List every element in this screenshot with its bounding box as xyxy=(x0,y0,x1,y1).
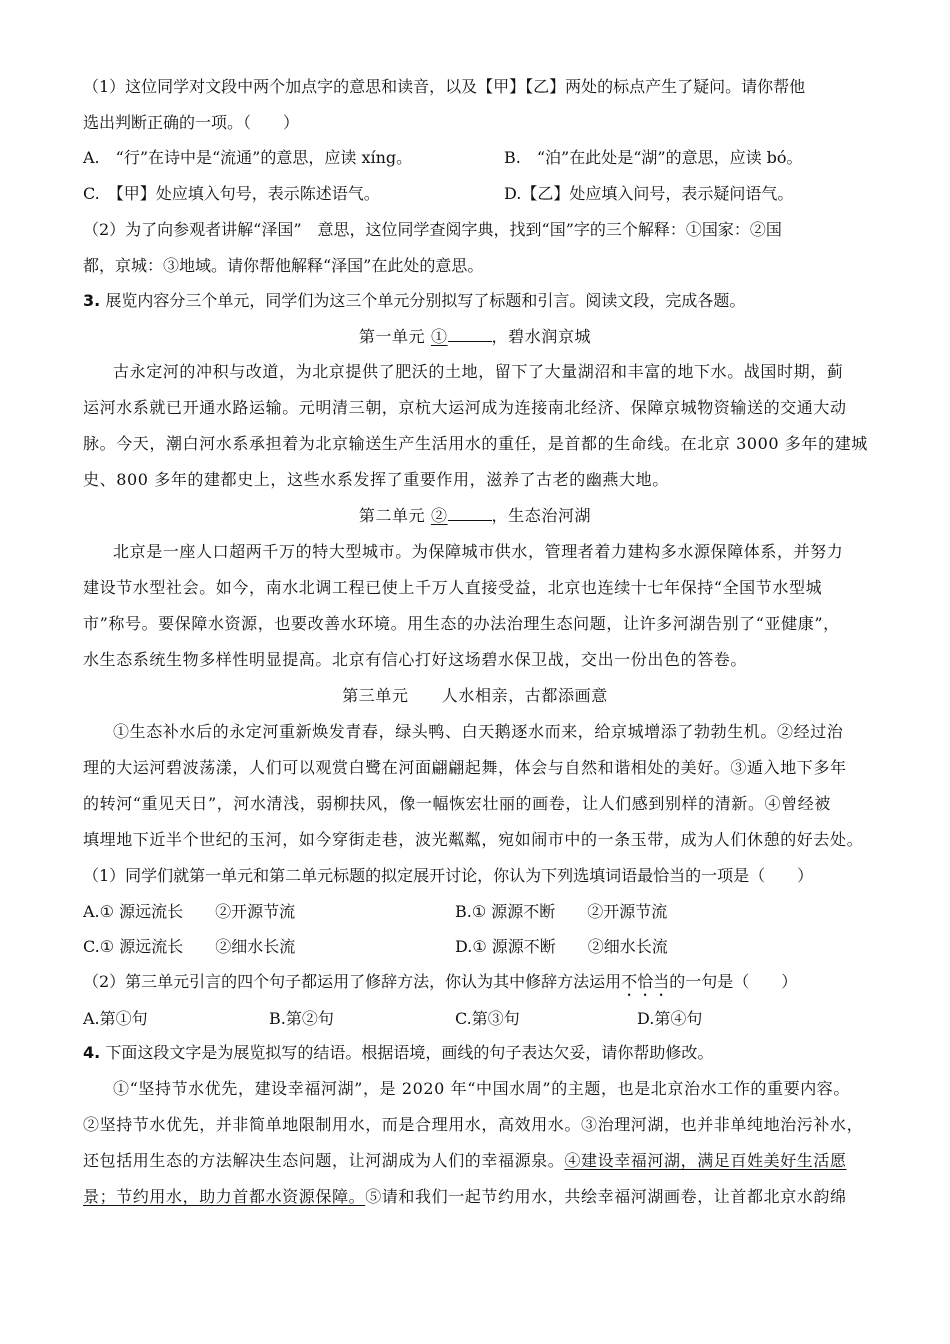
unit2-para-line: 北京是一座人口超两千万的特大型城市。为保障城市供水，管理者着力建构多水源保障体系，并努力 xyxy=(113,542,844,561)
q3-sub1-option-a: A.① 源远流长 ②开源节流 xyxy=(83,902,296,921)
unit1-blank-number: ① xyxy=(430,327,448,346)
unit1-blank xyxy=(448,327,492,342)
q4-para-line xyxy=(83,1151,847,1171)
unit2-title xyxy=(0,506,950,526)
q4-underlined-sentence: ④建设幸福河湖，满足百姓美好生活愿 xyxy=(564,1151,847,1170)
unit2-blank xyxy=(448,506,492,521)
unit2-title-suffix: ，生态治河湖 xyxy=(491,506,592,525)
q4-intro xyxy=(83,1043,713,1063)
q2-option-a: A. “行”在诗中是“流通”的意思，应读 xíng。 xyxy=(83,148,413,167)
q3-sub1-option-c: C.① 源远流长 ②细水长流 xyxy=(83,937,296,956)
q2-sub2-line2: 都，京城：③地域。请你帮他解释“泽国”在此处的意思。 xyxy=(83,256,484,275)
unit2-blank-number: ② xyxy=(430,506,448,525)
unit2-title-prefix: 第二单元 xyxy=(358,506,431,525)
q3-sub1-option-d: D.① 源源不断 ②细水长流 xyxy=(455,937,668,956)
q3-sub2-option-a: A.第①句 xyxy=(83,1009,148,1028)
q3-intro-text: 展览内容分三个单元，同学们为这三个单元分别拟写了标题和引言。阅读文段，完成各题。 xyxy=(105,291,746,310)
q4-para-line xyxy=(83,1187,847,1207)
unit1-title-prefix: 第一单元 xyxy=(358,327,431,346)
unit1-title-suffix: ，碧水润京城 xyxy=(491,327,592,346)
unit1-para-line: 运河水系就已开通水路运输。元明清三朝，京杭大运河成为连接南北经济、保障京城物资输送的交通大动 xyxy=(83,398,847,417)
q2-sub2-line1: （2）为了向参观者讲解“泽国” 意思，这位同学查阅字典，找到“国”字的三个解释：①国家：②国 xyxy=(83,220,782,239)
unit2-para-line: 建设节水型社会。如今，南水北调工程已使上千万人直接受益，北京也连续十七年保持“全国节水型城 xyxy=(83,578,823,597)
q3-sub2-option-b: B.第②句 xyxy=(269,1009,334,1028)
q3-sub2-stem-prefix: （2）第三单元引言的四个句子都运用了修辞方法，你认为其中修辞方法运用 xyxy=(83,972,622,991)
q2-option-d: D.【乙】处应填入问号，表示疑问语气。 xyxy=(504,184,794,203)
q3-sub2-option-c: C.第③句 xyxy=(455,1009,520,1028)
unit3-para-line: 填埋地下近半个世纪的玉河，如今穿街走巷，波光粼粼，宛如闹市中的一条玉带，成为人们休憩的好去处。 xyxy=(83,830,864,849)
q4-number: 4. xyxy=(83,1043,101,1062)
q3-sub2-stem-suffix: 的一句是（ ） xyxy=(669,972,798,991)
q3-sub2-stem xyxy=(83,972,797,1000)
q4-line4-plain: ⑤请和我们一起节约用水，共绘幸福河湖画卷，让首都北京水韵绵 xyxy=(365,1187,847,1206)
q4-underlined-sentence-cont: 景；节约用水，助力首都水资源保障。 xyxy=(83,1187,366,1206)
unit3-para-line: ①生态补水后的永定河重新焕发青春，绿头鸭、白天鹅逐水而来，给京城增添了勃勃生机。②经过治 xyxy=(113,722,844,741)
unit3-para-line: 的转河“重见天日”，河水清浅，弱柳扶风，像一幅恢宏壮丽的画卷，让人们感到别样的清新。④曾经被 xyxy=(83,794,831,813)
q2-sub1-stem-line1: （1）这位同学对文段中两个加点字的意思和读音，以及【甲】【乙】两处的标点产生了疑问。请你帮他 xyxy=(83,77,806,96)
unit3-title: 第三单元 人水相亲，古都添画意 xyxy=(342,686,608,705)
unit1-title xyxy=(0,327,950,347)
q3-sub1-stem: （1）同学们就第一单元和第二单元标题的拟定展开讨论，你认为下列选填词语最恰当的一项是（ ） xyxy=(83,866,814,885)
unit1-para-line: 史、800 多年的建都史上，这些水系发挥了重要作用，滋养了古老的幽燕大地。 xyxy=(83,470,669,489)
unit2-para-line: 市”称号。要保障水资源，也要改善水环境。用生态的办法治理生态问题，让许多河湖告别了“亚健康”， xyxy=(83,614,840,633)
unit1-para-line: 脉。今天，潮白河水系承担着为北京输送生产生活用水的重任，是首都的生命线。在北京 3000 多年的建城 xyxy=(83,434,868,453)
q3-sub2-option-d: D.第④句 xyxy=(637,1009,703,1028)
q2-option-c: C. 【甲】处应填入句号，表示陈述语气。 xyxy=(83,184,380,203)
unit3-para-line: 理的大运河碧波荡漾，人们可以观赏白鹭在河面翩翩起舞，体会与自然和谐相处的美好。③遁入地下多年 xyxy=(83,758,847,777)
q4-para-line: ①“坚持节水优先，建设幸福河湖”，是 2020 年“中国水周”的主题，也是北京治水工作的重要内容。 xyxy=(113,1079,851,1098)
unit2-para-line: 水生态系统生物多样性明显提高。北京有信心打好这场碧水保卫战，交出一份出色的答卷。 xyxy=(83,650,748,669)
q3-sub2-emphasis: 不恰当 xyxy=(621,972,670,991)
q4-line3-plain: 还包括用生态的方法解决生态问题，让河湖成为人们的幸福源泉。 xyxy=(83,1151,565,1170)
unit1-para-line: 古永定河的冲积与改道，为北京提供了肥沃的土地，留下了大量湖沼和丰富的地下水。战国时期，蓟 xyxy=(113,362,844,381)
q3-intro xyxy=(83,291,745,311)
q4-para-line: ②坚持节水优先，并非简单地限制用水，而是合理用水，高效用水。③治理河湖，也并非单纯地治污补水， xyxy=(83,1115,864,1134)
q2-sub1-stem-line2: 选出判断正确的一项。（ ） xyxy=(83,113,300,132)
q4-intro-text: 下面这段文字是为展览拟写的结语。根据语境，画线的句子表达欠妥，请你帮助修改。 xyxy=(105,1043,714,1062)
q3-number: 3. xyxy=(83,291,101,310)
q3-sub1-option-b: B.① 源源不断 ②开源节流 xyxy=(455,902,668,921)
q2-option-b: B. “泊”在此处是“湖”的意思，应读 bó。 xyxy=(504,148,803,167)
